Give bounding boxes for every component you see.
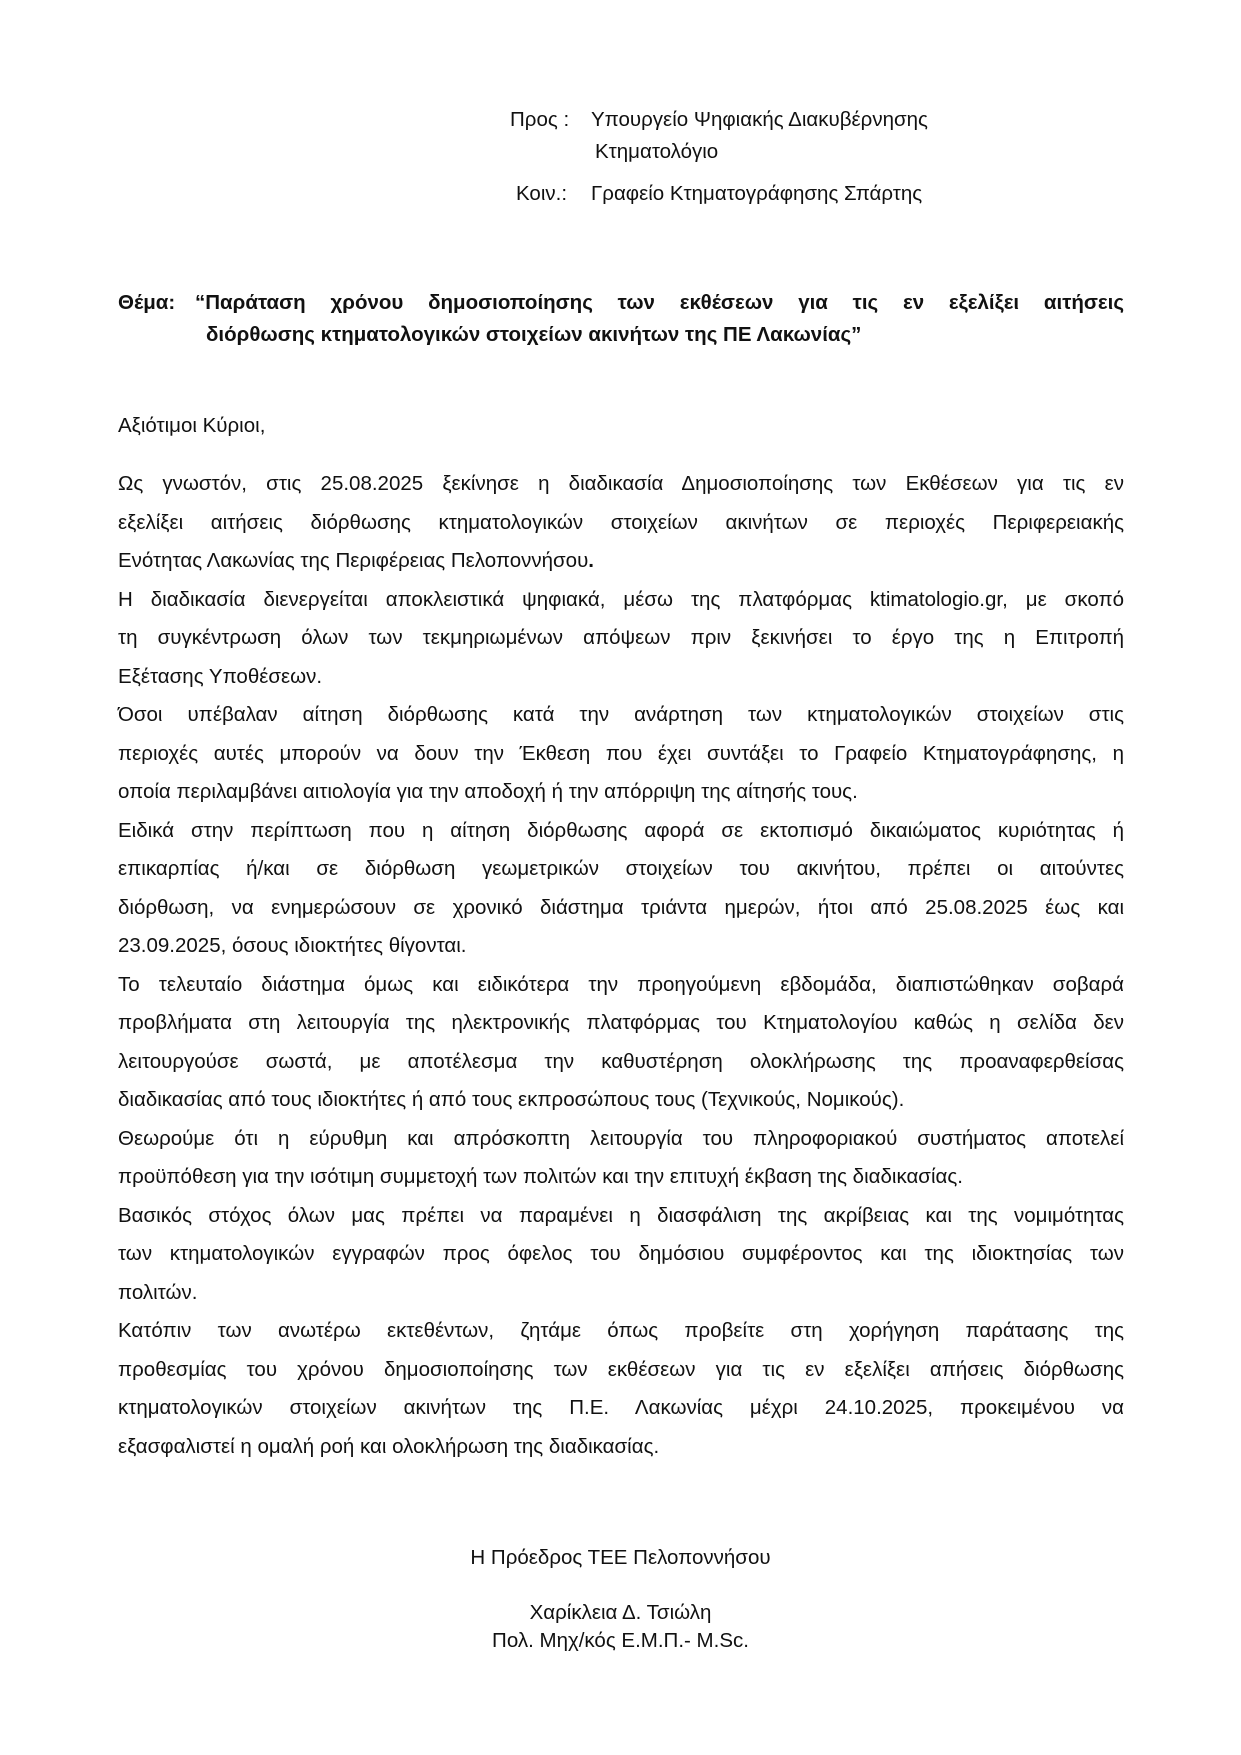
body-line: πολιτών. [118,1280,198,1304]
subject-block [118,287,1124,351]
body-line: Ειδικά στην περίπτωση που η αίτηση διόρθωσης αφορά σε εκτοπισμό δικαιώματος κυριότητας ή [118,818,1124,842]
recipient-to-ministry: Υπουργείο Ψηφιακής Διακυβέρνησης [591,108,928,131]
body-line [118,542,1124,581]
recipients-block [510,104,928,210]
body-line: Η διαδικασία διενεργείται αποκλειστικά ψηφιακά, μέσω της πλατφόρμας ktimatologio.gr, με σκοπό [118,587,1124,611]
body-line: Όσοι υπέβαλαν αίτηση διόρθωσης κατά την ανάρτηση των κτηματολογικών στοιχείων στις [118,703,1124,726]
body-line: των κτηματολογικών εγγραφών προς όφελος του δημόσιου συμφέροντος και της ιδιοκτησίας των [118,1242,1124,1265]
body-line: εξελίξει αιτήσεις διόρθωσης κτηματολογικών στοιχείων ακινήτων σε περιοχές Περιφερειακής [118,510,1124,534]
body-line: διόρθωση, να ενημερώσουν σε χρονικό διάστημα τριάντα ημερών, ήτοι από 25.08.2025 έως και [118,895,1124,919]
recipient-cc-row [510,178,928,210]
body-line: Εξέτασης Υποθέσεων. [118,664,323,688]
signature-title: Η Πρόεδρος ΤΕΕ Πελοποννήσου [470,1546,771,1569]
body-line: Θεωρούμε ότι η εύρυθμη και απρόσκοπτη λειτουργία του πληροφοριακού συστήματος αποτελεί [118,1126,1124,1150]
recipient-to-cadastre: Κτηματολόγιο [595,140,719,163]
recipient-cc-office: Γραφείο Κτηματογράφησης Σπάρτης [591,182,923,205]
body-line-period: . [588,549,594,572]
recipient-cc-label: Κοιν.: [516,182,568,205]
greeting: Αξιότιμοι Κύριοι, [118,414,266,437]
signature-role: Πολ. Μηχ/κός Ε.Μ.Π.- M.Sc. [492,1629,749,1652]
body-line: οποία περιλαμβάνει αιτιολογία για την αποδοχή ή την απόρριψη της αίτησής τους. [118,780,858,803]
body-line: 23.09.2025, όσους ιδιοκτήτες θίγονται. [118,934,467,957]
body-line: περιοχές αυτές μπορούν να δουν την Έκθεση που έχει συντάξει το Γραφείο Κτηματογράφησης, η [118,741,1124,765]
body-line: προβλήματα στη λειτουργία της ηλεκτρονικής πλατφόρμας του Κτηματολογίου καθώς η σελίδα δεν [118,1011,1124,1034]
body-line: διαδικασίας από τους ιδιοκτήτες ή από τους εκπροσώπους τους (Τεχνικούς, Νομικούς). [118,1088,905,1111]
body-line: προϋπόθεση για την ισότιμη συμμετοχή των πολιτών και την επιτυχή έκβαση της διαδικασίας. [118,1165,963,1188]
signature-name: Χαρίκλεια Δ. Τσιώλη [529,1601,712,1624]
subject-text-2: διόρθωσης κτηματολογικών στοιχείων ακινήτων της ΠΕ Λακωνίας” [206,323,862,346]
subject-line-1 [118,287,1124,319]
letter-body [118,465,1124,1466]
recipient-to-row [510,104,928,136]
subject-label: Θέμα: [118,291,176,314]
subject-text-1: “Παράταση χρόνου δημοσιοποίησης των εκθέσεων για τις εν εξελίξει αιτήσεις [195,291,1124,314]
body-line: εξασφαλιστεί η ομαλή ροή και ολοκλήρωση της διαδικασίας. [118,1434,660,1458]
recipient-to-row-2 [510,136,928,168]
body-line: λειτουργούσε σωστά, με αποτέλεσμα την καθυστέρηση ολοκλήρωσης της προαναφερθείσας [118,1049,1124,1073]
body-line: Ως γνωστόν, στις 25.08.2025 ξεκίνησε η διαδικασία Δημοσιοποίησης των Εκθέσεων για τις εν [118,472,1124,495]
body-line: κτηματολογικών στοιχείων ακινήτων της Π.Ε. Λακωνίας μέχρι 24.10.2025, προκειμένου να [118,1396,1124,1419]
body-line: Κατόπιν των ανωτέρω εκτεθέντων, ζητάμε όπως προβείτε στη χορήγηση παράτασης της [118,1319,1124,1342]
body-line: Βασικός στόχος όλων μας πρέπει να παραμένει η διασφάλιση της ακρίβειας και της νομιμότητας [118,1203,1124,1227]
body-line-text: Ενότητας Λακωνίας της Περιφέρειας Πελοποννήσου [118,549,589,572]
body-line: Το τελευταίο διάστημα όμως και ειδικότερα την προηγούμενη εβδομάδα, διαπιστώθηκαν σοβαρά [118,972,1124,996]
recipient-to-label: Προς : [510,108,570,131]
body-line: τη συγκέντρωση όλων των τεκμηριωμένων απόψεων πριν ξεκινήσει το έργο της η Επιτροπή [118,626,1124,649]
body-line: επικαρπίας ή/και σε διόρθωση γεωμετρικών στοιχείων του ακινήτου, πρέπει οι αιτούντες [118,857,1124,880]
body-line: προθεσμίας του χρόνου δημοσιοποίησης των εκθέσεων για τις εν εξελίξει απήσεις διόρθωσης [118,1357,1124,1381]
